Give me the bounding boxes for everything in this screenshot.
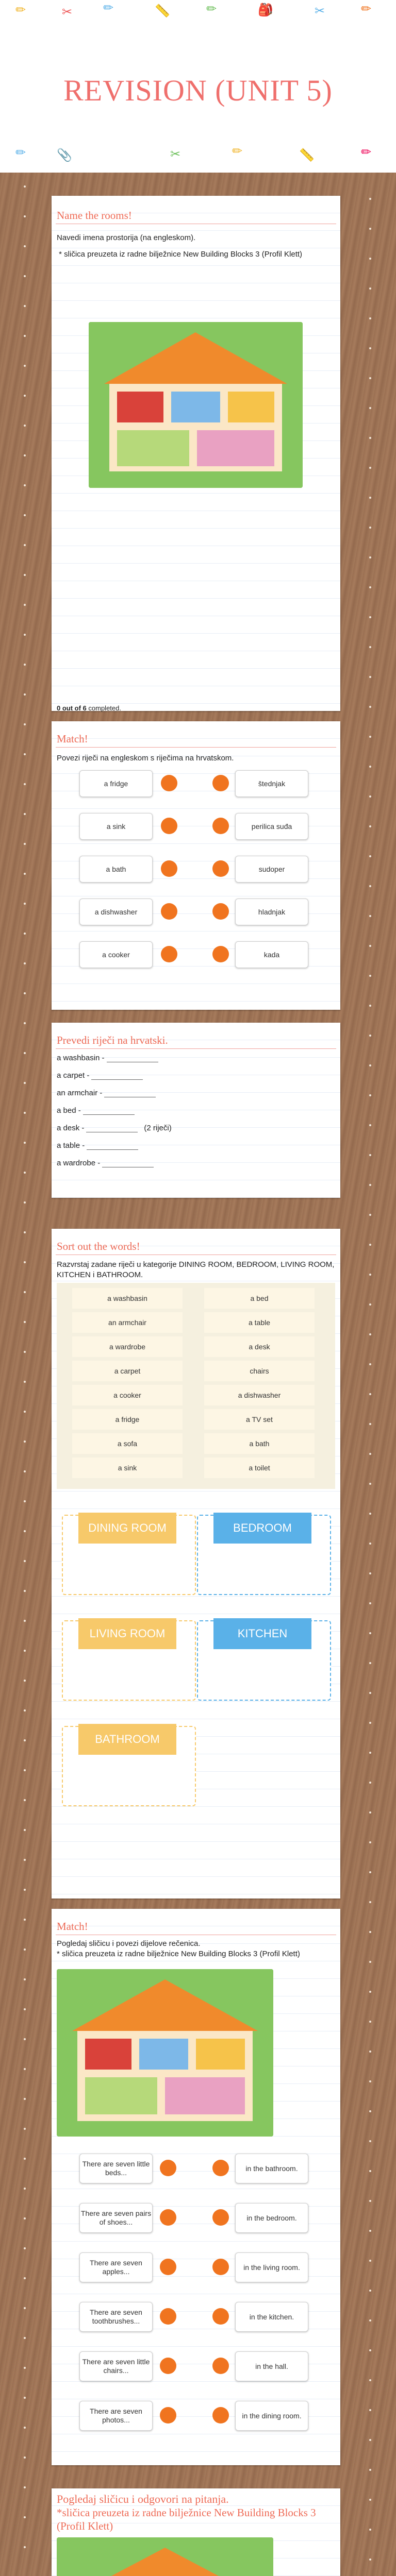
decor-dot bbox=[24, 574, 26, 576]
word-label: a carpet - bbox=[57, 1071, 90, 1080]
decor-dot bbox=[369, 317, 371, 319]
decor-dot bbox=[369, 2200, 371, 2202]
decor-dot bbox=[24, 992, 26, 994]
decor-dot bbox=[24, 1769, 26, 1771]
house-picture[interactable] bbox=[89, 322, 303, 488]
decor-dot bbox=[24, 2307, 26, 2309]
category-label: DINING ROOM bbox=[78, 1513, 176, 1544]
house-picture bbox=[57, 2537, 273, 2576]
decor-dot bbox=[369, 1423, 371, 1425]
match-left-item[interactable]: a fridge bbox=[79, 770, 153, 797]
decor-dot bbox=[369, 2319, 371, 2321]
decor-dot bbox=[24, 1381, 26, 1383]
decor-dot bbox=[369, 795, 371, 798]
section-title: Name the rooms! bbox=[57, 209, 132, 222]
match-connector[interactable] bbox=[161, 860, 177, 877]
decor-dot bbox=[24, 723, 26, 725]
decor-dot bbox=[24, 604, 26, 606]
match-connector[interactable] bbox=[212, 946, 229, 962]
sort-word[interactable]: a sofa bbox=[72, 1433, 183, 1454]
decor-dot bbox=[369, 586, 371, 588]
scissors-icon: ✂ bbox=[170, 147, 181, 161]
word-label: an armchair - bbox=[57, 1089, 103, 1097]
decor-dot bbox=[369, 2050, 371, 2053]
match-left-item[interactable]: There are seven little beds... bbox=[79, 2154, 153, 2183]
answer-blank[interactable] bbox=[87, 1142, 138, 1150]
word-label: a washbasin - bbox=[57, 1054, 105, 1062]
decor-dot bbox=[369, 1005, 371, 1007]
match-connector[interactable] bbox=[160, 2308, 176, 2325]
match-right-item[interactable]: sudoper bbox=[235, 856, 308, 883]
decor-dot bbox=[369, 1841, 371, 1843]
match-connector[interactable] bbox=[212, 903, 229, 920]
sort-word[interactable]: a dishwasher bbox=[204, 1385, 315, 1405]
paperclip-icon: 📎 bbox=[57, 148, 72, 162]
decor-dot bbox=[369, 467, 371, 469]
category-dropzone[interactable] bbox=[62, 1515, 196, 1595]
match-right-item[interactable]: in the dining room. bbox=[235, 2401, 308, 2431]
decor-dot bbox=[369, 527, 371, 529]
word-label: a bed - bbox=[57, 1106, 81, 1115]
match-connector[interactable] bbox=[160, 2259, 176, 2275]
decor-dot bbox=[24, 544, 26, 546]
decor-dot bbox=[369, 1214, 371, 1216]
decor-dot bbox=[369, 2260, 371, 2262]
answer-blank[interactable] bbox=[86, 1125, 138, 1132]
decor-dot bbox=[24, 1560, 26, 1562]
ruler-icon: 📏 bbox=[299, 148, 315, 162]
decor-dot bbox=[369, 2170, 371, 2172]
decor-dot bbox=[24, 245, 26, 247]
sort-word[interactable]: a TV set bbox=[204, 1409, 315, 1430]
decor-dot bbox=[369, 287, 371, 290]
sort-word[interactable]: a sink bbox=[72, 1458, 183, 1478]
match-connector[interactable] bbox=[160, 2160, 176, 2176]
decor-dot bbox=[24, 215, 26, 217]
decor-dot bbox=[24, 1321, 26, 1323]
pencil-icon: ✏ bbox=[103, 1, 114, 15]
decor-dot bbox=[24, 484, 26, 486]
decor-dot bbox=[369, 1931, 371, 1933]
translate-row bbox=[57, 1141, 138, 1150]
match-connector[interactable] bbox=[161, 903, 177, 920]
decor-dot bbox=[369, 1274, 371, 1276]
decor-dot bbox=[24, 1650, 26, 1652]
word-label: a desk - bbox=[57, 1124, 85, 1132]
decor-dot bbox=[369, 1513, 371, 1515]
ruler-icon: 📏 bbox=[155, 4, 170, 18]
decor-dot bbox=[24, 2546, 26, 2548]
instruction: Povezi riječi na engleskom s riječima na hrvatskom. bbox=[57, 754, 234, 762]
scissors-icon: ✂ bbox=[62, 5, 73, 19]
decor-dot bbox=[24, 2247, 26, 2249]
answer-blank[interactable] bbox=[83, 1107, 135, 1115]
decor-dot bbox=[369, 1154, 371, 1156]
page-title: REVISION (UNIT 5) bbox=[63, 74, 333, 107]
decor-dot bbox=[369, 1811, 371, 1814]
decor-dot bbox=[24, 1082, 26, 1084]
decor-dot bbox=[369, 1901, 371, 1903]
decor-dot bbox=[369, 2469, 371, 2471]
decor-dot bbox=[24, 1978, 26, 1980]
decor-dot bbox=[369, 1483, 371, 1485]
answer-blank[interactable] bbox=[102, 1160, 154, 1167]
decor-dot bbox=[24, 2486, 26, 2488]
decor-dot bbox=[24, 1411, 26, 1413]
match-connector[interactable] bbox=[212, 2358, 229, 2374]
decor-dot bbox=[24, 2337, 26, 2339]
sort-word[interactable]: a cooker bbox=[72, 1385, 183, 1405]
page-header bbox=[0, 0, 396, 173]
match-connector[interactable] bbox=[160, 2209, 176, 2226]
match-connector[interactable] bbox=[161, 775, 177, 791]
decor-dot bbox=[24, 1530, 26, 1532]
match-right-item[interactable]: in the bathroom. bbox=[235, 2154, 308, 2183]
decor-dot bbox=[24, 813, 26, 815]
decor-dot bbox=[24, 843, 26, 845]
match-left-item[interactable]: a sink bbox=[79, 813, 153, 840]
decor-dot bbox=[369, 676, 371, 678]
translate-row bbox=[57, 1089, 156, 1097]
match-connector[interactable] bbox=[160, 2358, 176, 2374]
match-left-item[interactable]: a dishwasher bbox=[79, 899, 153, 925]
section-sort-words bbox=[52, 1229, 340, 1899]
pencil-icon: ✏ bbox=[15, 146, 26, 160]
translate-row bbox=[57, 1054, 158, 1062]
decor-dot bbox=[24, 2038, 26, 2040]
section-title: Prevedi riječi na hrvatski. bbox=[57, 1034, 168, 1046]
match-connector[interactable] bbox=[212, 2259, 229, 2275]
decor-dot bbox=[369, 1692, 371, 1694]
pencil-icon: ✏ bbox=[361, 2, 372, 16]
sort-word[interactable]: an armchair bbox=[72, 1312, 183, 1333]
decor-dot bbox=[24, 1680, 26, 1682]
decor-dot bbox=[369, 2379, 371, 2381]
decor-dot bbox=[369, 1094, 371, 1096]
translate-row bbox=[57, 1071, 143, 1080]
sort-word[interactable]: a wardrobe bbox=[72, 1336, 183, 1357]
decor-dot bbox=[24, 873, 26, 875]
match-right-item[interactable]: in the kitchen. bbox=[235, 2302, 308, 2332]
decor-dot bbox=[24, 2516, 26, 2518]
decor-dot bbox=[24, 664, 26, 666]
decor-dot bbox=[24, 2277, 26, 2279]
decor-dot bbox=[24, 933, 26, 935]
match-connector[interactable] bbox=[212, 2209, 229, 2226]
decor-dot bbox=[369, 1602, 371, 1604]
instruction: Pogledaj sličicu i povezi dijelove rečenica. bbox=[57, 1939, 201, 1948]
decor-dot bbox=[24, 395, 26, 397]
decor-dot bbox=[369, 1752, 371, 1754]
note: * sličica preuzeta iz radne bilježnice New Building Blocks 3 (Profil Klett) bbox=[57, 1950, 300, 1958]
decor-dot bbox=[24, 2456, 26, 2459]
decor-dot bbox=[24, 1231, 26, 1233]
decor-dot bbox=[369, 1572, 371, 1574]
hint: (2 riječi) bbox=[144, 1124, 172, 1132]
decor-dot bbox=[24, 2217, 26, 2219]
decor-dot bbox=[369, 2230, 371, 2232]
category-label: LIVING ROOM bbox=[78, 1618, 176, 1649]
decor-dot bbox=[24, 1172, 26, 1174]
pencil-icon: ✏ bbox=[361, 145, 372, 159]
decor-dot bbox=[369, 855, 371, 857]
decor-dot bbox=[369, 437, 371, 439]
decor-dot bbox=[24, 783, 26, 785]
decor-dot bbox=[24, 425, 26, 427]
word-label: a wardrobe - bbox=[57, 1159, 101, 1167]
match-right-item[interactable]: in the hall. bbox=[235, 2351, 308, 2381]
decor-dot bbox=[369, 1871, 371, 1873]
decor-dot bbox=[369, 1303, 371, 1306]
category-label: BATHROOM bbox=[78, 1724, 176, 1755]
decor-dot bbox=[369, 825, 371, 827]
decor-dot bbox=[369, 497, 371, 499]
decor-dot bbox=[369, 2080, 371, 2082]
match-connector[interactable] bbox=[212, 775, 229, 791]
decor-dot bbox=[369, 945, 371, 947]
decor-dot bbox=[369, 1961, 371, 1963]
decor-dot bbox=[24, 335, 26, 337]
decor-dot bbox=[24, 1351, 26, 1353]
match-left-item[interactable]: There are seven apples... bbox=[79, 2252, 153, 2282]
decor-dot bbox=[24, 2008, 26, 2010]
category-dropzone[interactable] bbox=[62, 1726, 196, 1806]
match-right-item[interactable]: in the living room. bbox=[235, 2252, 308, 2282]
pencil-icon: ✏ bbox=[15, 3, 26, 17]
decor-dot bbox=[24, 1919, 26, 1921]
category-dropzone[interactable] bbox=[197, 1515, 331, 1595]
house-picture bbox=[57, 1969, 273, 2137]
pencil-icon: ✏ bbox=[206, 2, 217, 16]
decor-dot bbox=[369, 1782, 371, 1784]
match-connector[interactable] bbox=[161, 818, 177, 834]
match-left-item[interactable]: There are seven photos... bbox=[79, 2401, 153, 2431]
decor-dot bbox=[369, 1543, 371, 1545]
decor-dot bbox=[24, 1142, 26, 1144]
decor-dot bbox=[24, 2188, 26, 2190]
decor-dot bbox=[24, 185, 26, 188]
sort-word[interactable]: a bed bbox=[204, 1288, 315, 1309]
category-dropzone[interactable] bbox=[197, 1620, 331, 1701]
decor-dot bbox=[369, 2021, 371, 2023]
decor-dot bbox=[369, 2499, 371, 2501]
decor-dot bbox=[369, 1393, 371, 1395]
decor-dot bbox=[24, 1739, 26, 1741]
decor-dot bbox=[369, 1124, 371, 1126]
decor-dot bbox=[24, 2068, 26, 2070]
decor-dot bbox=[24, 1709, 26, 1711]
decor-dot bbox=[24, 1948, 26, 1951]
decor-dot bbox=[369, 2290, 371, 2292]
match-connector[interactable] bbox=[212, 860, 229, 877]
decor-dot bbox=[24, 1022, 26, 1024]
decor-dot bbox=[24, 1052, 26, 1054]
decor-dot bbox=[369, 1722, 371, 1724]
decor-dot bbox=[369, 1632, 371, 1634]
decor-dot bbox=[24, 514, 26, 516]
answer-blank[interactable] bbox=[104, 1090, 156, 1097]
decor-dot bbox=[24, 1859, 26, 1861]
decor-dot bbox=[369, 2439, 371, 2441]
sort-word[interactable]: a toilet bbox=[204, 1458, 315, 1478]
section-name-rooms bbox=[52, 196, 340, 711]
decor-dot bbox=[369, 915, 371, 917]
word-label: a table - bbox=[57, 1141, 85, 1150]
decor-dot bbox=[24, 2367, 26, 2369]
decor-dot bbox=[369, 198, 371, 200]
decor-dot bbox=[24, 753, 26, 755]
decor-dot bbox=[369, 407, 371, 409]
answer-blank[interactable] bbox=[91, 1072, 143, 1080]
category-dropzone[interactable] bbox=[62, 1620, 196, 1701]
decor-dot bbox=[369, 885, 371, 887]
decor-dot bbox=[24, 1440, 26, 1443]
sort-word[interactable]: a bath bbox=[204, 1433, 315, 1454]
decor-dot bbox=[369, 1244, 371, 1246]
section-title: Match! bbox=[57, 733, 88, 745]
decor-dot bbox=[24, 1620, 26, 1622]
decor-dot bbox=[24, 1500, 26, 1502]
decor-dot bbox=[369, 2110, 371, 2112]
decor-dot bbox=[24, 1590, 26, 1592]
decor-dot bbox=[369, 2409, 371, 2411]
match-left-item[interactable]: There are seven pairs of shoes... bbox=[79, 2203, 153, 2233]
sort-word[interactable]: a carpet bbox=[72, 1361, 183, 1381]
decor-dot bbox=[369, 616, 371, 618]
decor-dot bbox=[24, 1889, 26, 1891]
sort-word[interactable]: a fridge bbox=[72, 1409, 183, 1430]
note: * sličica preuzeta iz radne bilježnice New Building Blocks 3 (Profil Klett) bbox=[59, 250, 303, 259]
decor-dot bbox=[369, 975, 371, 977]
decor-dot bbox=[369, 2140, 371, 2142]
match-right-item[interactable]: hladnjak bbox=[235, 899, 308, 925]
decor-dot bbox=[24, 1112, 26, 1114]
section-title: Sort out the words! bbox=[57, 1240, 140, 1252]
decor-dot bbox=[369, 1363, 371, 1365]
decor-dot bbox=[369, 1453, 371, 1455]
decor-dot bbox=[369, 1064, 371, 1066]
decor-dot bbox=[24, 634, 26, 636]
match-left-item[interactable]: a bath bbox=[79, 856, 153, 883]
section-match-words bbox=[52, 721, 340, 1010]
decor-dot bbox=[24, 1799, 26, 1801]
match-right-item[interactable]: kada bbox=[235, 941, 308, 968]
decor-dot bbox=[369, 228, 371, 230]
translate-row bbox=[57, 1124, 172, 1132]
sort-word[interactable]: a table bbox=[204, 1312, 315, 1333]
decor-dot bbox=[24, 454, 26, 456]
decor-dot bbox=[24, 1291, 26, 1293]
decor-dot bbox=[24, 2397, 26, 2399]
match-connector[interactable] bbox=[160, 2407, 176, 2424]
section-match-sentences bbox=[52, 1909, 340, 2465]
category-label: KITCHEN bbox=[213, 1618, 311, 1649]
match-left-item[interactable]: There are seven toothbrushes... bbox=[79, 2302, 153, 2332]
decor-dot bbox=[369, 1662, 371, 1664]
translate-row bbox=[57, 1159, 154, 1167]
match-left-item[interactable]: There are seven little chairs... bbox=[79, 2351, 153, 2381]
match-connector[interactable] bbox=[212, 2160, 229, 2176]
decor-dot bbox=[369, 706, 371, 708]
decor-dot bbox=[369, 1333, 371, 1335]
decor-dot bbox=[24, 903, 26, 905]
decor-dot bbox=[369, 766, 371, 768]
match-left-item[interactable]: a cooker bbox=[79, 941, 153, 968]
backpack-icon: 🎒 bbox=[258, 3, 273, 17]
decor-dot bbox=[369, 1184, 371, 1186]
decor-dot bbox=[24, 1470, 26, 1472]
decor-dot bbox=[24, 2158, 26, 2160]
decor-dot bbox=[24, 1201, 26, 1204]
match-connector[interactable] bbox=[212, 818, 229, 834]
decor-dot bbox=[24, 2427, 26, 2429]
category-label: BEDROOM bbox=[213, 1513, 311, 1544]
decor-dot bbox=[369, 2349, 371, 2351]
answer-blank[interactable] bbox=[107, 1055, 158, 1062]
match-connector[interactable] bbox=[161, 946, 177, 962]
decor-dot bbox=[369, 2558, 371, 2561]
decor-dot bbox=[24, 2098, 26, 2100]
decor-dot bbox=[24, 693, 26, 696]
decor-dot bbox=[369, 736, 371, 738]
sort-word[interactable]: a desk bbox=[204, 1336, 315, 1357]
sort-word[interactable]: chairs bbox=[204, 1361, 315, 1381]
match-right-item[interactable]: in the bedroom. bbox=[235, 2203, 308, 2233]
match-connector[interactable] bbox=[212, 2407, 229, 2424]
decor-dot bbox=[369, 1991, 371, 1993]
section-title: Pogledaj sličicu i odgovori na pitanja. bbox=[57, 2493, 229, 2505]
decor-dot bbox=[24, 1829, 26, 1831]
instruction: Navedi imena prostorija (na engleskom). bbox=[57, 233, 196, 242]
decor-dot bbox=[369, 377, 371, 379]
sort-word[interactable]: a washbasin bbox=[72, 1288, 183, 1309]
instruction: Razvrstaj zadane riječi u kategorije DINING ROOM, BEDROOM, LIVING ROOM, KITCHEN i BATHROOM. bbox=[57, 1260, 335, 1279]
decor-dot bbox=[24, 2128, 26, 2130]
decor-dot bbox=[369, 258, 371, 260]
section-translate bbox=[52, 1023, 340, 1198]
decor-dot bbox=[369, 646, 371, 648]
decor-dot bbox=[24, 305, 26, 307]
translate-row bbox=[57, 1106, 135, 1115]
decor-dot bbox=[369, 1035, 371, 1037]
decor-dot bbox=[24, 962, 26, 964]
decor-dot bbox=[24, 275, 26, 277]
decor-dot bbox=[369, 556, 371, 558]
note: *sličica preuzeta iz radne bilježnice New Building Blocks 3 (Profil Klett) bbox=[57, 2506, 316, 2532]
pencil-icon: ✏ bbox=[232, 144, 243, 158]
decor-dot bbox=[369, 2529, 371, 2531]
section-title: Match! bbox=[57, 1920, 88, 1933]
progress-text: 0 out of 6 completed. bbox=[57, 704, 121, 712]
section-answer-questions bbox=[52, 2488, 340, 2576]
decor-dot bbox=[24, 1261, 26, 1263]
match-connector[interactable] bbox=[212, 2308, 229, 2325]
decor-dot bbox=[369, 347, 371, 349]
decor-dot bbox=[24, 365, 26, 367]
match-right-item[interactable]: perilica suđa bbox=[235, 813, 308, 840]
scissors-icon: ✂ bbox=[315, 4, 325, 18]
match-right-item[interactable]: štednjak bbox=[235, 770, 308, 797]
